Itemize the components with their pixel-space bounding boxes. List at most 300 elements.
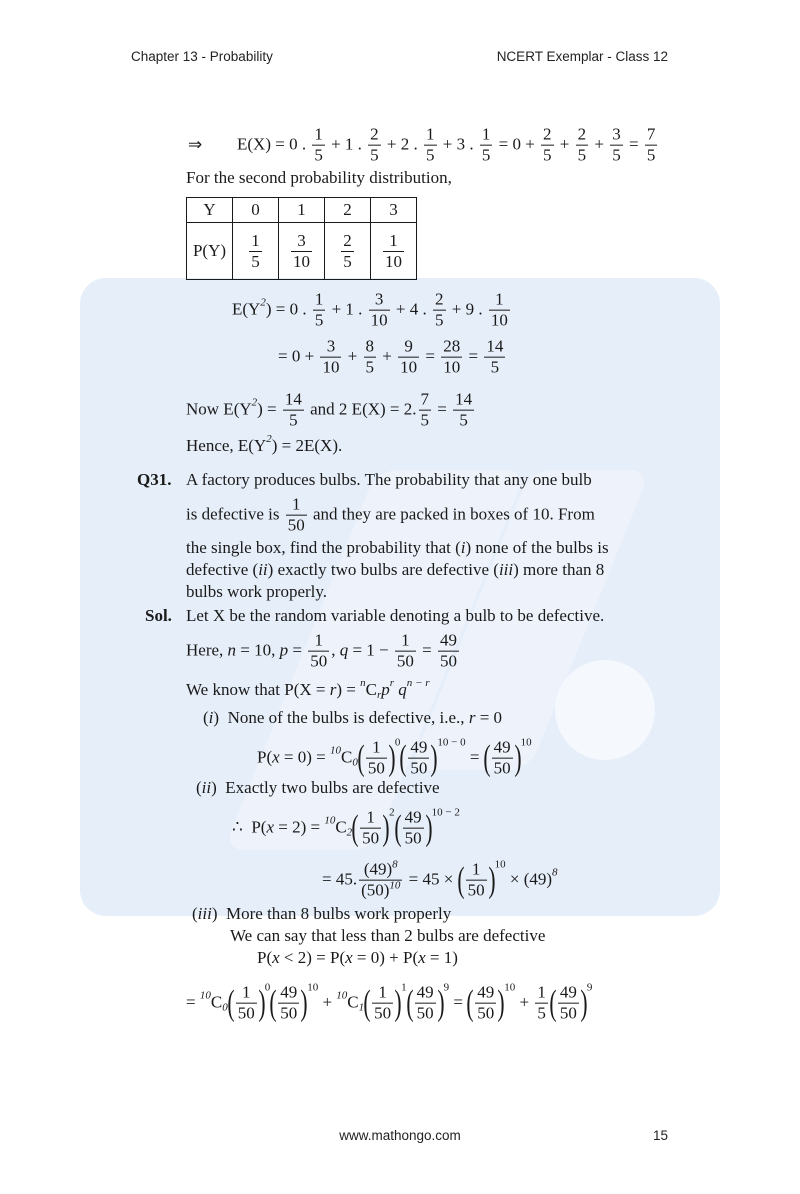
italic-variable: ii: [258, 560, 268, 579]
superscript: n: [360, 677, 366, 689]
text-line: [186, 168, 452, 188]
book-title: NCERT Exemplar - Class 12: [496, 49, 668, 64]
text: P(: [257, 748, 273, 767]
text: 3: [297, 230, 306, 250]
denominator: [645, 145, 658, 165]
text: 5: [646, 145, 656, 165]
denominator: [249, 251, 262, 271]
text: We can say that less than 2 bulbs are defective: [230, 926, 546, 945]
parenthesized-fraction: [406, 981, 450, 1023]
italic-variable: i: [460, 538, 466, 557]
text-line: [203, 708, 502, 728]
text: 49: [440, 630, 457, 650]
math-line: [186, 391, 476, 430]
parenthesized-fraction: [227, 981, 271, 1023]
fraction: [278, 984, 299, 1023]
fraction: [236, 984, 257, 1023]
numerator: [535, 984, 548, 1003]
exponent: 10: [520, 736, 532, 749]
text: +: [318, 993, 337, 1012]
parenthesized-fraction: [351, 806, 395, 848]
numerator: [325, 338, 338, 357]
text: =: [449, 993, 468, 1012]
text: 1: [389, 230, 398, 250]
subscript: 1: [358, 1002, 365, 1014]
table-cell: [325, 223, 371, 280]
denominator: 50: [404, 828, 422, 848]
text: = 0 +: [494, 135, 540, 154]
text: 5: [490, 357, 500, 377]
text: 1: [291, 494, 301, 514]
numerator: 1: [372, 737, 381, 757]
text-line: [186, 496, 595, 535]
numerator: [610, 126, 623, 145]
text: = 2) =: [273, 818, 325, 837]
text: (50): [361, 880, 390, 900]
text: + 1 .: [326, 135, 367, 154]
text-line: [192, 904, 451, 924]
fraction: [535, 984, 548, 1023]
text: 5: [251, 251, 260, 271]
text: = 45 ×: [404, 870, 458, 889]
text: 2: [543, 124, 552, 144]
text: 5: [314, 145, 323, 165]
numerator: 49: [410, 737, 428, 757]
fraction: [419, 391, 432, 430]
text: 5: [343, 251, 352, 271]
table-cell: [371, 223, 417, 280]
table-cell: 1: [279, 198, 325, 223]
text: + 1 .: [327, 300, 367, 319]
denominator: [441, 357, 462, 377]
exponent: 10: [504, 981, 516, 994]
italic-variable: r: [468, 708, 476, 727]
math-line: [186, 632, 461, 671]
math-line: [188, 135, 202, 155]
fraction: [312, 126, 325, 165]
fraction: [364, 338, 377, 377]
numerator: [362, 858, 400, 880]
numerator: [373, 291, 386, 310]
table-cell: P(Y): [187, 223, 233, 280]
denominator: [291, 251, 312, 271]
superscript: n − r: [406, 677, 430, 689]
denominator: [341, 251, 354, 271]
text: E(Y: [232, 300, 261, 319]
fraction: [475, 984, 496, 1023]
fraction: [249, 232, 262, 271]
fraction: [408, 739, 429, 778]
text: + 2 .: [382, 135, 423, 154]
text: =: [464, 347, 483, 366]
exponent: 9: [443, 981, 450, 994]
fraction: [424, 126, 437, 165]
denominator: [283, 410, 304, 430]
right-paren: ): [497, 983, 505, 1023]
italic-variable: p: [381, 680, 390, 699]
text: =: [433, 400, 452, 419]
text: Here,: [186, 641, 228, 660]
text: +: [378, 347, 397, 366]
text: ) exactly two bulbs are defective (: [267, 560, 499, 579]
table-cell: Y: [187, 198, 233, 223]
parenthesized-fraction: [399, 736, 466, 778]
probability-table: [186, 197, 417, 280]
numerator: 49: [493, 737, 511, 757]
text: = 0) =: [279, 748, 331, 767]
exponent: 0: [394, 736, 401, 749]
text: =: [186, 993, 200, 1012]
fraction: [395, 632, 416, 671]
denominator: [286, 515, 307, 535]
numerator: 49: [404, 807, 422, 827]
denominator: [312, 145, 325, 165]
numerator: [484, 338, 505, 357]
denominator: [489, 310, 510, 330]
parenthesized-fraction: [357, 736, 401, 778]
text: 14: [284, 389, 302, 409]
subscript: 0: [352, 757, 358, 769]
text: = 45.: [322, 870, 358, 889]
numerator: [480, 126, 493, 145]
text: E(X) = 0 .: [237, 135, 311, 154]
fraction: [576, 126, 589, 165]
denominator: 50: [367, 758, 385, 778]
text-group: [364, 860, 398, 879]
text: +: [555, 135, 574, 154]
fraction: [453, 391, 474, 430]
solution-label: [145, 606, 172, 626]
numerator: [249, 232, 262, 251]
parenthesized-fraction: [269, 981, 319, 1023]
numerator: 1: [378, 982, 387, 1002]
numerator: [541, 126, 554, 145]
text: 5: [459, 410, 468, 430]
italic-variable: x: [272, 748, 280, 767]
text: +: [515, 993, 534, 1012]
denominator: [398, 357, 419, 377]
left-paren: (: [363, 983, 371, 1023]
text: =: [624, 135, 643, 154]
table-cell: [233, 223, 279, 280]
superscript: 10: [336, 990, 348, 1002]
fraction: [441, 338, 462, 377]
fraction: [438, 632, 459, 671]
text: + 4 .: [391, 300, 432, 319]
denominator: [541, 145, 554, 165]
text: = 1): [425, 948, 458, 967]
text-line: [230, 926, 545, 946]
text: 2: [435, 289, 444, 309]
left-paren: (: [357, 738, 365, 778]
text: bulbs work properly.: [186, 582, 328, 601]
text: 10: [400, 357, 418, 377]
denominator: [308, 651, 329, 671]
text: ) None of the bulbs is defective, i.e.,: [213, 708, 469, 727]
denominator: 50: [362, 828, 380, 848]
text: 5: [481, 145, 491, 165]
math-line: [257, 948, 458, 968]
right-paren: ): [430, 738, 438, 778]
text: 5: [537, 1003, 546, 1023]
text: 10: [370, 310, 388, 330]
text: 1: [314, 289, 324, 309]
fraction: [558, 984, 579, 1023]
text: C: [365, 680, 377, 699]
text-line: [186, 433, 343, 456]
left-paren: (: [406, 983, 414, 1023]
denominator: 50: [237, 1003, 255, 1023]
fraction: [398, 338, 419, 377]
subscript: r: [376, 689, 382, 701]
text: 9: [404, 336, 413, 356]
superscript: 10: [389, 879, 401, 892]
fraction: [610, 126, 623, 165]
italic-variable: p: [279, 641, 289, 660]
text: C: [210, 993, 223, 1012]
fraction: [341, 232, 354, 271]
italic-variable: q: [339, 641, 349, 660]
text: 5: [370, 145, 379, 165]
bold-label: Sol.: [145, 606, 172, 625]
text: 2: [577, 124, 587, 144]
text: ) none of the bulbs is: [465, 538, 609, 557]
text: + 3 .: [438, 135, 478, 154]
text: Hence, E(Y: [186, 436, 267, 455]
fraction: [484, 338, 505, 377]
math-line: [278, 338, 507, 377]
chapter-title: Chapter 13 - Probability: [131, 49, 273, 64]
fraction: [286, 496, 307, 535]
text: and 2 E(X) = 2.: [305, 400, 417, 419]
math-line: [186, 981, 593, 1023]
italic-variable: x: [418, 948, 426, 967]
text: + 9 .: [447, 300, 487, 319]
denominator: [610, 145, 623, 165]
fraction: [489, 291, 510, 330]
left-paren: (: [394, 808, 402, 848]
denominator: 50: [280, 1003, 298, 1023]
text: (: [196, 778, 202, 797]
text: =: [421, 347, 440, 366]
text: Now E(Y: [186, 400, 252, 419]
text-line: [186, 538, 609, 558]
text: 1: [251, 230, 260, 250]
numerator: 49: [559, 982, 577, 1002]
table-cell: [279, 223, 325, 280]
text: 10: [490, 310, 508, 330]
math-line: [186, 677, 430, 701]
text: 7: [646, 124, 656, 144]
superscript: 2: [266, 433, 272, 445]
text: ) = 2E(X).: [271, 436, 343, 455]
denominator: 50: [374, 1003, 392, 1023]
numerator: 49: [416, 982, 434, 1002]
right-paren: ): [425, 808, 433, 848]
fraction: [320, 338, 341, 377]
denominator: [433, 310, 446, 330]
text: 1: [481, 124, 491, 144]
numerator: [441, 338, 462, 357]
question-label: [137, 470, 171, 490]
math-line: [237, 126, 659, 165]
superscript: 2: [260, 297, 266, 309]
text: 5: [435, 310, 444, 330]
right-paren: ): [258, 983, 266, 1023]
text: (: [192, 904, 198, 923]
numerator: 49: [280, 982, 298, 1002]
text: 2: [370, 124, 379, 144]
math-line: [322, 858, 558, 900]
left-paren: (: [466, 983, 474, 1023]
italic-variable: n: [227, 641, 237, 660]
superscript: 10: [199, 990, 211, 1002]
text-line: [196, 778, 440, 798]
table-cell: 0: [233, 198, 279, 223]
exponent: 10: [494, 858, 506, 871]
fraction: [368, 126, 381, 165]
superscript: 10: [324, 815, 336, 827]
superscript: 8: [392, 858, 398, 871]
italic-variable: x: [266, 818, 274, 837]
text: =: [465, 748, 484, 767]
denominator: 50: [559, 1003, 577, 1023]
text: 14: [486, 336, 504, 356]
text: 1: [537, 982, 546, 1002]
text: 50: [440, 651, 457, 671]
parenthesized-fraction: [549, 981, 593, 1023]
math-line: [257, 736, 532, 778]
numerator: 1: [471, 859, 481, 879]
fraction: [366, 739, 387, 778]
text: ) =: [257, 400, 281, 419]
watermark-logo: [555, 660, 655, 760]
fraction: [372, 984, 393, 1023]
exponent: 1: [401, 981, 407, 994]
text: 8: [365, 336, 375, 356]
denominator: [424, 145, 437, 165]
italic-variable: x: [345, 948, 353, 967]
text-line: [186, 582, 327, 602]
text: Let X be the random variable denoting a bulb to be defective.: [186, 606, 605, 625]
text: 28: [443, 336, 461, 356]
text: 10: [293, 251, 310, 271]
table-cell: 2: [325, 198, 371, 223]
numerator: 1: [366, 807, 375, 827]
fraction: [433, 291, 446, 330]
numerator: [419, 391, 432, 410]
fraction: [466, 861, 487, 900]
text: 5: [426, 145, 435, 165]
numerator: [313, 291, 326, 310]
left-paren: (: [351, 808, 359, 848]
right-paren: ): [580, 983, 588, 1023]
numerator: [387, 232, 400, 251]
text: ,: [331, 641, 340, 660]
fraction: [313, 291, 326, 330]
text: ⇒: [188, 135, 203, 154]
text: We know that P(X =: [186, 680, 330, 699]
exponent: 9: [586, 981, 593, 994]
text: (49): [363, 859, 393, 879]
text-line: [186, 470, 592, 490]
denominator: [369, 310, 390, 330]
numerator: [645, 126, 658, 145]
denominator: [359, 880, 402, 900]
italic-variable: ii: [201, 778, 212, 797]
superscript: 10: [330, 745, 342, 757]
text: +: [590, 135, 609, 154]
text: 3: [326, 336, 336, 356]
denominator: [438, 651, 459, 671]
exponent: 10 − 2: [431, 806, 460, 819]
text: 5: [612, 145, 621, 165]
numerator: [290, 496, 303, 515]
text: 5: [577, 145, 587, 165]
right-paren: ): [394, 983, 402, 1023]
fraction: [415, 984, 436, 1023]
fraction: [492, 739, 513, 778]
numerator: [402, 338, 415, 357]
denominator: [383, 251, 404, 271]
fraction: [308, 632, 329, 671]
text: 50: [287, 515, 305, 535]
numerator: 1: [241, 982, 251, 1002]
denominator: [395, 651, 416, 671]
text: 50: [396, 651, 414, 671]
numerator: [433, 291, 446, 310]
text: 5: [365, 357, 375, 377]
text: = 0 +: [278, 347, 319, 366]
text: 10: [322, 357, 340, 377]
numerator: [341, 232, 354, 251]
text: 5: [543, 145, 552, 165]
right-paren: ): [300, 983, 308, 1023]
denominator: [535, 1003, 548, 1023]
text: 2: [343, 230, 352, 250]
fraction: [541, 126, 554, 165]
math-line: [232, 806, 460, 848]
text: =: [288, 641, 307, 660]
subscript: 2: [346, 827, 353, 839]
numerator: [438, 632, 459, 651]
fraction: [369, 291, 390, 330]
text: and they are packed in boxes of 10. From: [308, 505, 595, 524]
text: = 1 −: [348, 641, 393, 660]
text: 5: [314, 310, 324, 330]
numerator: [312, 632, 325, 651]
italic-variable: x: [272, 948, 280, 967]
subscript: 0: [222, 1002, 228, 1014]
text: 3: [374, 289, 384, 309]
denominator: 50: [477, 1003, 495, 1023]
left-paren: (: [483, 738, 491, 778]
numerator: [424, 126, 437, 145]
text: = 0: [475, 708, 503, 727]
exponent: 10 − 0: [437, 736, 466, 749]
denominator: [364, 357, 377, 377]
italic-variable: iii: [197, 904, 212, 923]
text: 50: [310, 651, 328, 671]
text: C: [335, 818, 347, 837]
text: 14: [455, 389, 473, 409]
text: A factory produces bulbs. The probability that any one bulb: [186, 470, 592, 489]
numerator: [399, 632, 412, 651]
left-paren: (: [549, 983, 557, 1023]
left-paren: (: [269, 983, 277, 1023]
superscript: 2: [251, 397, 258, 409]
text: defective (: [186, 560, 259, 579]
